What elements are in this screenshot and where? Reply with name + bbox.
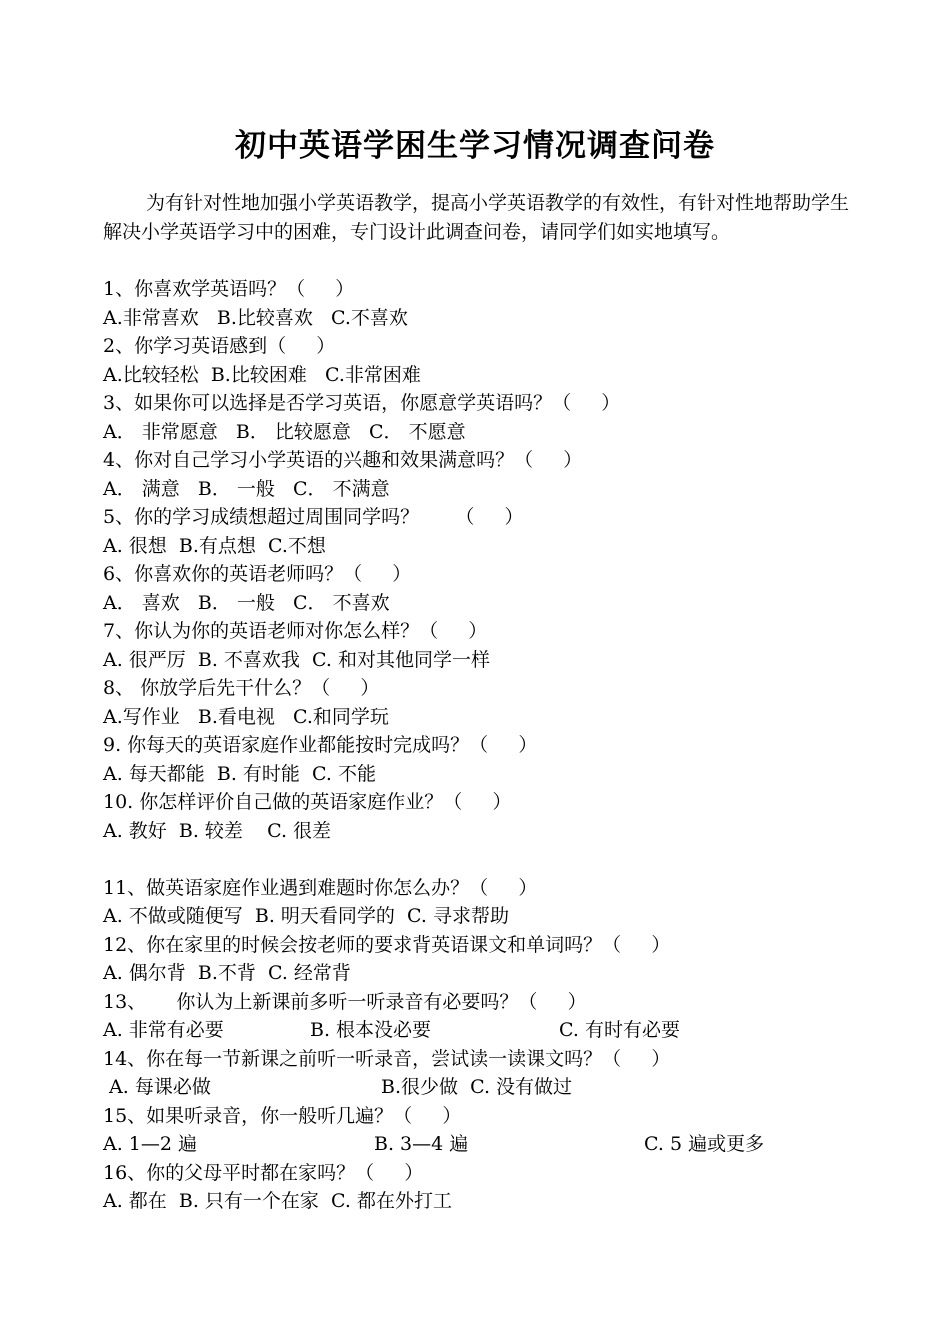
question-6-options: A． 喜欢 B． 一般 C． 不喜欢 xyxy=(103,591,390,614)
question-7-options: A. 很严厉 B. 不喜欢我 C. 和对其他同学一样 xyxy=(103,648,490,671)
question-3: 3、如果你可以选择是否学习英语，你愿意学英语吗？（ ） xyxy=(103,392,621,414)
question-4-options: A． 满意 B． 一般 C． 不满意 xyxy=(103,477,390,500)
question-14-options xyxy=(103,1073,863,1102)
question-5: 5、你的学习成绩想超过周围同学吗？ （ ） xyxy=(103,506,524,528)
question-15: 15、如果听录音，你一般听几遍？（ ） xyxy=(103,1104,462,1127)
question-1-options: A.非常喜欢 B.比较喜欢 C.不喜欢 xyxy=(103,306,408,329)
question-1: 1、你喜欢学英语吗？（ ） xyxy=(103,278,355,300)
question-8: 8、 你放学后先干什么？（ ） xyxy=(103,677,380,699)
document-title: 初中英语学困生学习情况调查问卷 xyxy=(235,128,715,164)
question-13: 13、 你认为上新课前多听一听录音有必要吗？（ ） xyxy=(103,990,587,1013)
question-13-option-b: B. 根本没必要 xyxy=(310,1019,432,1041)
question-15-option-c: C. 5 遍或更多 xyxy=(644,1133,765,1155)
question-16: 16、你的父母平时都在家吗？（ ） xyxy=(103,1161,424,1184)
question-13-options xyxy=(103,1016,863,1045)
blank-line xyxy=(103,845,863,874)
question-11-options: A. 不做或随便写 B. 明天看同学的 C. 寻求帮助 xyxy=(103,905,509,927)
question-2-options: A.比较轻松 B.比较困难 C.非常困难 xyxy=(103,363,421,386)
question-8-options: A.写作业 B.看电视 C.和同学玩 xyxy=(103,705,389,728)
question-7: 7、你认为你的英语老师对你怎么样？（ ） xyxy=(103,620,488,642)
question-12-options: A. 偶尔背 B.不背 C. 经常背 xyxy=(103,962,351,984)
question-10: 10. 你怎样评价自己做的英语家庭作业？（ ） xyxy=(103,791,512,813)
question-14: 14、你在每一节新课之前听一听录音，尝试读一读课文吗？（ ） xyxy=(103,1047,671,1070)
question-2: 2、你学习英语感到（ ） xyxy=(103,335,336,357)
question-11: 11、做英语家庭作业遇到难题时你怎么办？（ ） xyxy=(103,876,538,899)
question-13-option-a: A. 非常有必要 xyxy=(103,1019,224,1041)
question-15-option-b: B. 3—4 遍 xyxy=(374,1133,469,1155)
question-14-option-bc: B.很少做 C. 没有做过 xyxy=(381,1076,573,1098)
intro-paragraph: 为有针对性地加强小学英语教学，提高小学英语教学的有效性，有针对性地帮助学生解决小学英语学习中的困难，专门设计此调查问卷，请同学们如实地填写。 xyxy=(103,192,850,243)
question-10-options: A. 教好 B. 较差 C. 很差 xyxy=(103,819,332,842)
question-15-options xyxy=(103,1130,863,1159)
question-12: 12、你在家里的时候会按老师的要求背英语课文和单词吗？（ ） xyxy=(103,933,671,956)
question-16-options: A. 都在 B. 只有一个在家 C. 都在外打工 xyxy=(103,1190,452,1212)
question-15-option-a: A. 1—2 遍 xyxy=(103,1133,198,1155)
question-9: 9. 你每天的英语家庭作业都能按时完成吗？（ ） xyxy=(103,734,538,756)
question-13-option-c: C. 有时有必要 xyxy=(559,1019,680,1041)
question-5-options: A. 很想 B.有点想 C.不想 xyxy=(103,534,326,557)
question-list xyxy=(103,275,863,1216)
question-3-options: A． 非常愿意 B． 比较愿意 C． 不愿意 xyxy=(103,420,466,443)
question-9-options: A. 每天都能 B. 有时能 C. 不能 xyxy=(103,762,376,785)
question-6: 6、你喜欢你的英语老师吗？（ ） xyxy=(103,563,412,585)
question-14-option-a: A. 每课必做 xyxy=(103,1076,211,1098)
question-4: 4、你对自己学习小学英语的兴趣和效果满意吗？（ ） xyxy=(103,449,583,471)
